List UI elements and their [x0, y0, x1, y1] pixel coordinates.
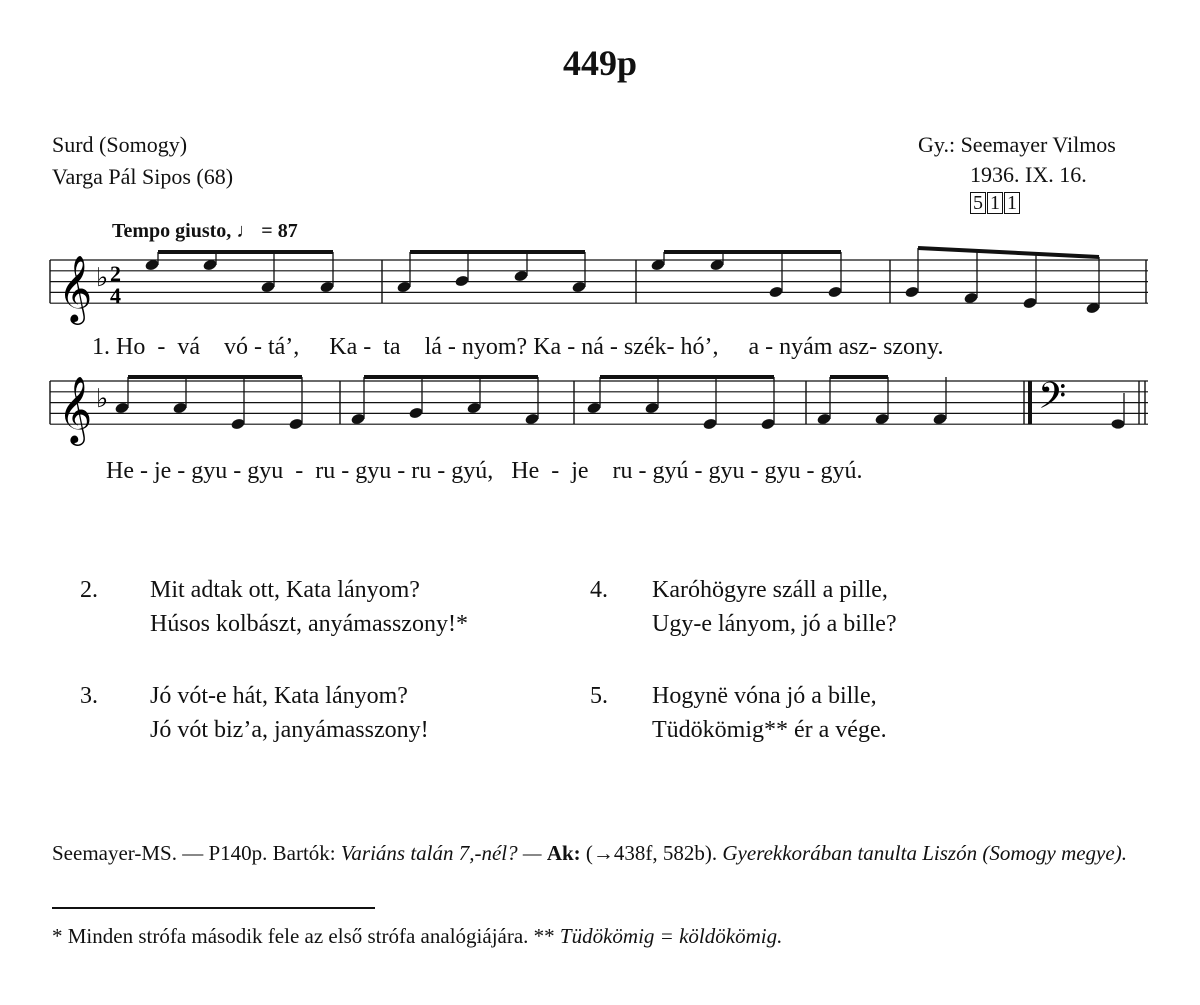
staff-system-1	[50, 248, 1148, 325]
stanza-line: Jó vót-e hát, Kata lányom?	[150, 683, 408, 709]
music-score	[0, 0, 1200, 500]
tempo-value: = 87	[261, 220, 298, 242]
stanza-line: Karóhögyre száll a pille,	[652, 577, 888, 603]
page-title: 449p	[562, 43, 638, 83]
code-box: 1	[1004, 192, 1020, 214]
stanza-number: 4.	[590, 577, 608, 603]
bib-text-bold: Ak:	[546, 841, 581, 865]
footnote-divider	[52, 907, 375, 909]
bib-text-italic: Variáns talán 7,-nél? —	[340, 841, 547, 865]
singer-name: Varga Pál Sipos (68)	[52, 164, 234, 189]
stanza-line: Húsos kolbászt, anyámasszony!*	[150, 611, 468, 637]
bass-clef-icon: 𝄢	[1038, 375, 1067, 426]
tempo-label: Tempo giusto,	[112, 220, 232, 242]
lyrics-line-1: 1. Ho - vá vó - tá’, Ka - ta lá - nyom? Ka - ná - szék- hó’, a - nyám asz- szony.	[92, 334, 944, 360]
flat-icon: ♭	[96, 384, 109, 414]
quarter-note-icon: ♩	[236, 220, 257, 242]
stanza-number: 3.	[80, 683, 98, 709]
bib-text: Seemayer-MS. — P140p. Bartók:	[52, 841, 341, 865]
collector-name: Gy.: Seemayer Vilmos	[918, 132, 1116, 157]
treble-clef-icon: 𝄞	[58, 375, 93, 443]
stanza-line: Mit adtak ott, Kata lányom?	[150, 577, 420, 603]
bibliographic-note	[52, 838, 1157, 868]
stanza-line: Ugy-e lányom, jó a bille?	[652, 611, 897, 637]
code-box: 1	[987, 192, 1003, 214]
stanza-line: Tüdökömig** ér a vége.	[652, 717, 887, 743]
note-head	[1112, 419, 1125, 428]
flat-icon: ♭	[96, 263, 109, 293]
footnote-text: * Minden strófa második fele az első strófa analógiájára. **	[52, 924, 560, 948]
treble-clef-icon: 𝄞	[58, 254, 93, 322]
lyrics-line-2: He - je - gyu - gyu - ru - gyu - ru - gyú, He - je ru - gyú - gyu - gyu - gyú.	[106, 458, 863, 484]
collection-date: 1936. IX. 16.	[970, 162, 1087, 187]
time-signature-bottom: 4	[110, 283, 121, 308]
stanza-number: 5.	[590, 683, 608, 709]
time-signature-top: 2	[110, 261, 121, 286]
footnote	[52, 924, 782, 949]
staff-system-2	[50, 375, 1148, 446]
bib-text: (→438f, 582b).	[580, 841, 723, 865]
code-box: 5	[970, 192, 986, 214]
footnote-text-italic: Tüdökömig = köldökömig.	[559, 924, 783, 948]
stanza-number: 2.	[80, 577, 98, 603]
stanza-line: Jó vót biz’a, janyámasszony!	[150, 717, 429, 743]
bib-text-italic: Gyerekkorában tanulta Liszón (Somogy megye).	[722, 841, 1127, 865]
stanza-line: Hogynë vóna jó a bille,	[652, 683, 877, 709]
recording-location: Surd (Somogy)	[52, 132, 188, 157]
note-beam	[918, 248, 1099, 257]
